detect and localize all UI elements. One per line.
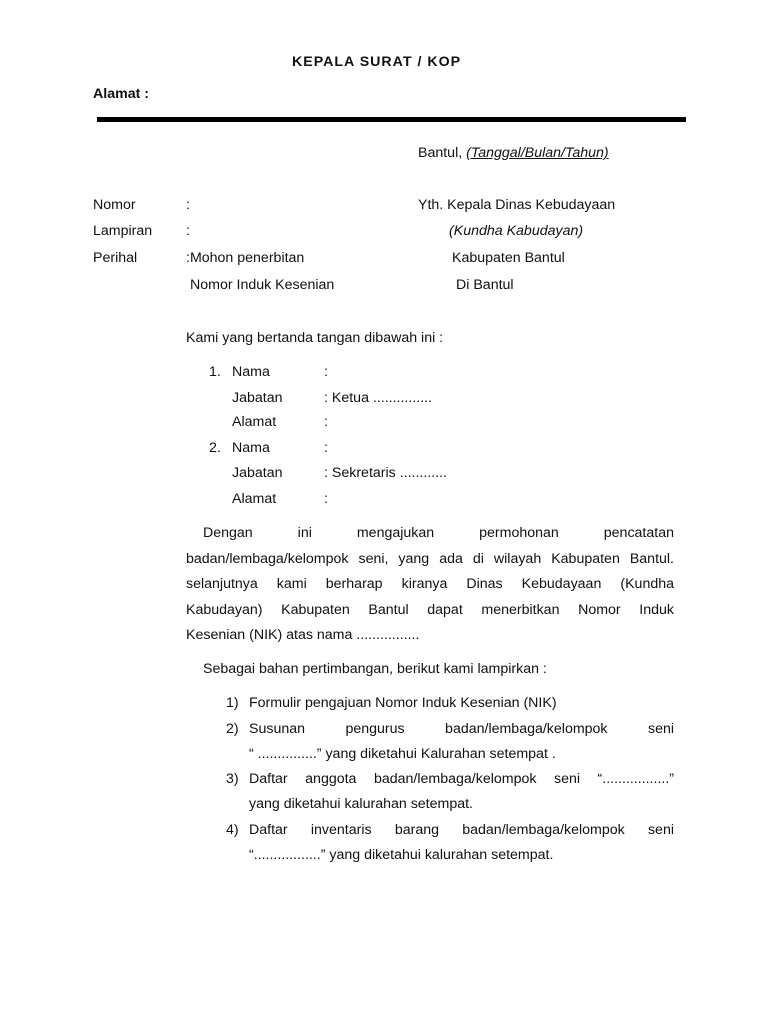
signer-address-label: Alamat — [232, 414, 277, 430]
signer-position-label: Jabatan — [232, 390, 283, 406]
recipient-line1: Yth. Kepala Dinas Kebudayaan — [418, 197, 616, 213]
letterhead-title: KEPALA SURAT / KOP — [292, 54, 462, 70]
attachment-text: Susunan pengurus badan/lembaga/kelompok seni — [249, 721, 674, 737]
nomor-label: Nomor — [93, 197, 136, 213]
nomor-colon: : — [186, 197, 190, 213]
attachment-text-continued: “.................” yang diketahui kalurahan setempat. — [249, 847, 554, 863]
attachment-text: Daftar inventaris barang badan/lembaga/kelompok seni — [249, 822, 674, 838]
date-placeholder: (Tanggal/Bulan/Tahun) — [466, 145, 609, 161]
attachment-text-continued: yang diketahui kalurahan setempat. — [249, 796, 473, 812]
attachment-number: 4) — [226, 822, 239, 838]
attachment-text-continued: “ ...............” yang diketahui Kalurahan setempat . — [249, 746, 556, 762]
letterhead-divider — [97, 117, 686, 122]
signer-number: 2. — [209, 440, 221, 456]
signer-address-label: Alamat — [232, 491, 277, 507]
signer-position-label: Jabatan — [232, 465, 283, 481]
signer-address-value: : — [324, 414, 328, 430]
body-paragraph-line: Kesenian (NIK) atas nama ................ — [186, 627, 420, 643]
body-paragraph-line: Kabudayan) Kabupaten Bantul dapat menerbitkan Nomor Induk — [186, 602, 674, 618]
recipient-line4: Di Bantul — [456, 277, 514, 293]
recipient-line3: Kabupaten Bantul — [452, 250, 565, 266]
recipient-line2: (Kundha Kabudayan) — [449, 223, 584, 239]
signer-name-value: : — [324, 364, 328, 380]
body-paragraph-line: badan/lembaga/kelompok seni, yang ada di wilayah Kabupaten Bantul. — [186, 551, 674, 567]
attachment-number: 2) — [226, 721, 239, 737]
signer-name-value: : — [324, 440, 328, 456]
perihal-value-line2: Nomor Induk Kesenian — [190, 277, 335, 293]
attachment-text: Daftar anggota badan/lembaga/kelompok seni “.................” — [249, 771, 674, 787]
intro-text: Kami yang bertanda tangan dibawah ini : — [186, 330, 444, 346]
lampiran-label: Lampiran — [93, 223, 153, 239]
body-paragraph-line: Dengan ini mengajukan permohonan pencatatan — [203, 525, 674, 541]
date-line — [418, 146, 609, 160]
lampiran-colon: : — [186, 223, 190, 239]
address-label: Alamat : — [93, 86, 149, 102]
perihal-label: Perihal — [93, 250, 138, 266]
body-paragraph-line: selanjutnya kami berharap kiranya Dinas Kebudayaan (Kundha — [186, 576, 674, 592]
signer-position-value: : Sekretaris ............ — [324, 465, 447, 481]
signer-position-value: : Ketua ............... — [324, 390, 433, 406]
attachment-number: 3) — [226, 771, 239, 787]
signer-number: 1. — [209, 364, 221, 380]
date-place: Bantul, — [418, 145, 467, 161]
attachments-intro: Sebagai bahan pertimbangan, berikut kami lampirkan : — [203, 661, 547, 677]
signer-name-label: Nama — [232, 440, 270, 456]
signer-name-label: Nama — [232, 364, 270, 380]
attachment-text: Formulir pengajuan Nomor Induk Kesenian (NIK) — [249, 695, 557, 711]
perihal-value-line1: :Mohon penerbitan — [186, 250, 305, 266]
attachment-number: 1) — [226, 695, 239, 711]
signer-address-value: : — [324, 491, 328, 507]
